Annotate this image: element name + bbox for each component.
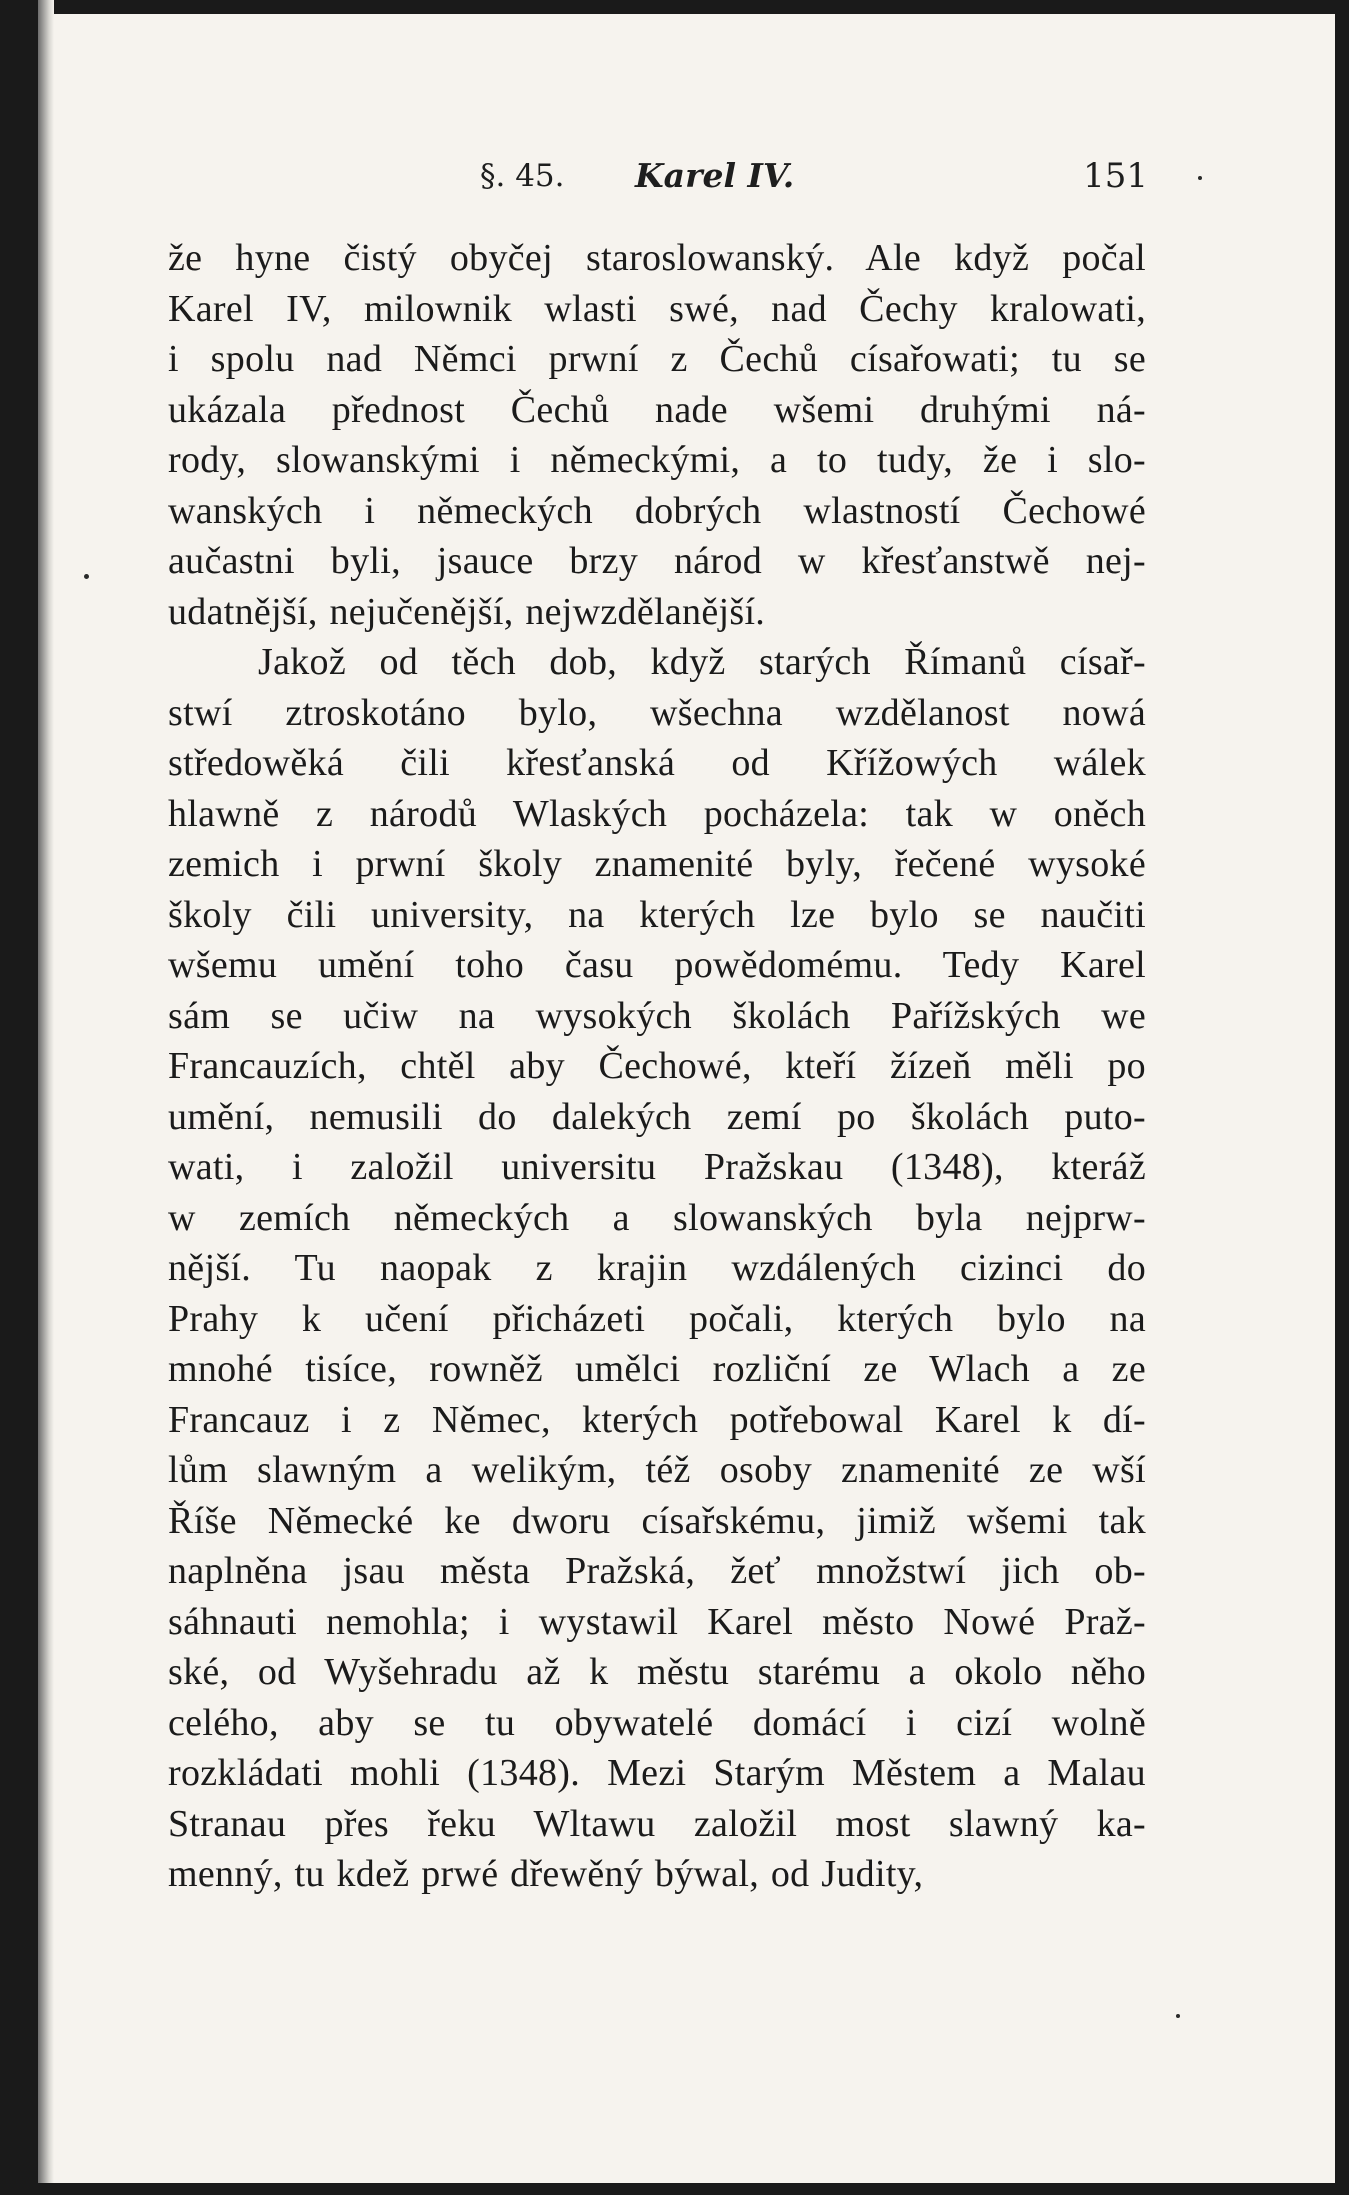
text-line: sám se učiw na wysokých školách Pařížských we bbox=[168, 994, 1146, 1037]
scan-border-bottom bbox=[0, 2183, 1349, 2195]
text-line: rody, slowanskými i německými, a to tudy, že i slo- bbox=[168, 439, 1146, 481]
text-line: wšemu umění toho času powědomému. Tedy Karel bbox=[168, 944, 1146, 986]
paragraph bbox=[168, 637, 1146, 1900]
text-line: Říše Německé ke dworu císařskému, jimiž wšemi tak bbox=[168, 1499, 1146, 1542]
text-line: rozkládati mohli (1348). Mezi Starým Městem a Malau bbox=[168, 1752, 1146, 1794]
scan-border-right bbox=[1335, 0, 1349, 2195]
text-line: Stranau přes řeku Wltawu založil most slawný ka- bbox=[168, 1802, 1146, 1845]
text-line: nější. Tu naopak z krajin wzdálených cizinci do bbox=[168, 1247, 1146, 1289]
scan-border-left bbox=[0, 0, 38, 2195]
text-line: i spolu nad Němci prwní z Čechů císařowati; tu se bbox=[168, 338, 1146, 380]
section-number: §. 45. bbox=[480, 158, 565, 194]
paragraph bbox=[168, 233, 1146, 637]
text-line: udatnější, nejučenější, nejwzdělanější. bbox=[168, 590, 766, 633]
text-line: že hyne čistý obyčej staroslowanský. Ale když počal bbox=[168, 237, 1146, 279]
text-line: středowěká čili křesťanská od Křížowých wálek bbox=[168, 742, 1146, 784]
text-line: Francauz i z Němec, kterých potřebowal Karel k dí- bbox=[168, 1398, 1146, 1441]
text-line: celého, aby se tu obywatelé domácí i cizí wolně bbox=[168, 1701, 1146, 1744]
scan-speck bbox=[1198, 176, 1202, 180]
text-line: lům slawným a welikým, též osoby znamenité ze wší bbox=[168, 1449, 1146, 1491]
text-line: menný, tu kdež prwé dřewěný býwal, od Judity, bbox=[168, 1853, 924, 1895]
text-line: hlawně z národů Wlaských pocházela: tak w oněch bbox=[168, 792, 1146, 835]
text-line: umění, nemusili do dalekých zemí po školách puto- bbox=[168, 1095, 1146, 1138]
text-line: mnohé tisíce, rowněž umělci rozliční ze Wlach a ze bbox=[168, 1348, 1146, 1390]
text-line: ukázala přednost Čechů nade wšemi druhými ná- bbox=[168, 388, 1146, 431]
page-binding-shadow bbox=[38, 0, 54, 2195]
scan-speck bbox=[1176, 2014, 1180, 2018]
text-line: aučastni byli, jsauce brzy národ w křesťanstwě nej- bbox=[168, 540, 1146, 582]
scan-speck bbox=[84, 574, 89, 579]
text-line: w zemích německých a slowanských byla nejprw- bbox=[168, 1196, 1146, 1239]
text-line: Jakož od těch dob, když starých Římanů císař- bbox=[258, 641, 1146, 683]
text-line: Prahy k učení přicházeti počali, kterých bylo na bbox=[168, 1297, 1146, 1340]
scan-border-top bbox=[0, 0, 1349, 14]
page-number: 151 bbox=[1083, 156, 1148, 196]
text-line: školy čili university, na kterých lze bylo se naučiti bbox=[168, 893, 1146, 936]
text-line: Francauzích, chtěl aby Čechowé, kteří žízeň měli po bbox=[168, 1045, 1146, 1087]
running-header bbox=[480, 152, 1160, 202]
body-text bbox=[168, 233, 1146, 1900]
text-line: naplněna jsau města Pražská, žeť množstwí jich ob- bbox=[168, 1550, 1146, 1592]
text-line: stwí ztroskotáno bylo, wšechna wzdělanost nowá bbox=[168, 691, 1146, 734]
text-line: sáhnauti nemohla; i wystawil Karel město Nowé Praž- bbox=[168, 1600, 1146, 1643]
text-line: zemich i prwní školy znamenité byly, řečené wysoké bbox=[168, 843, 1146, 885]
text-line: wanských i německých dobrých wlastností Čechowé bbox=[168, 489, 1146, 532]
text-line: wati, i založil universitu Pražskau (1348), kteráž bbox=[168, 1146, 1146, 1188]
chapter-title: Karel IV. bbox=[635, 156, 795, 195]
text-line: ské, od Wyšehradu až k městu starému a okolo něho bbox=[168, 1651, 1146, 1693]
text-line: Karel IV, milownik wlasti swé, nad Čechy kralowati, bbox=[168, 287, 1146, 330]
